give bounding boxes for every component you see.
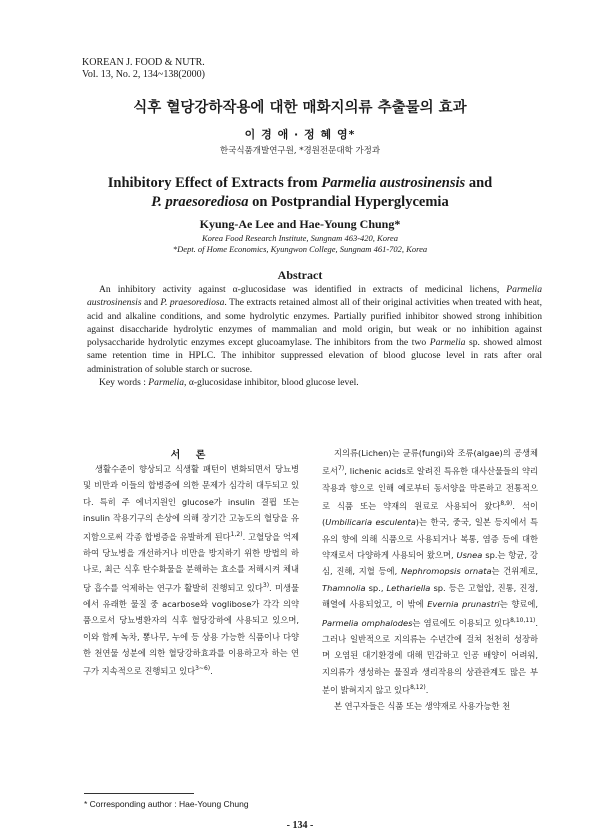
paragraph: 본 연구자들은 식품 또는 생약재로 사용가능한 천: [334, 701, 511, 712]
page-number: - 134 -: [286, 820, 314, 831]
abstract-body: An inhibitory activity against α-glucosidase was identified in extracts of medicinal lichens, Parmelia austrosinensis and P. praesorediosa. The extracts retained almost all of their original activities when treated with heat, acid and alkaline conditions, and some hydrolytic enzymes. Partially purified inhibitor showed strong inhibition against disaccharide hydrolytic enzymes of mammalian and mold origin, but weak or no inhibition against polysaccharide hydrolytic enzymes except glucoamylase. The inhibitors from the two Parmelia sp. showed almost same retention time in HPLC. The inhibitor suppressed elevation of blood glucose level in rats after oral administration of soluble starch or sucrose.: [87, 284, 542, 375]
english-title: [0, 174, 600, 212]
korean-authors: 이 경 애 · 정 혜 영*: [244, 128, 356, 141]
paragraph: 생활수준이 향상되고 식생활 패턴이 변화되면서 당뇨병 및 비만과 이들의 합병증에 의한 문제가 심각히 대두되고 있다. 특히 주 에너지원인 glucose가 insulin 결핍 또는 insulin 작용기구의 손상에 의해 장기간 고농도의 혈당을 유지함으로써 각종 합병증을 유발하게 된다$^{1,2)}$. 고혈당을 억제하여 당뇨병을 개선하거나 비만을 방지하기 위한 방법의 하나로, 최근 식후 탄수화물을 분해하는 효소를 저해시켜 체내 당 흡수를 억제하는 연구가 활발히 진행되고 있다$^{3)}$. 미생물에서 유래한 물질 중 acarbose와 voglibose가 각각 의약품으로서 당뇨병환자의 식후 혈당강하에 사용되고 있으며, 이와 함께 녹차, 뽕나무, 누에 등 상용 가능한 식품이나 다양한 천연물 성분에 의한 혈당강하효과를 이용하고자 하는 연구가 지속적으로 진행되고 있다$^{3\sim 6)}$.: [83, 464, 299, 677]
english-title-line-2: P. praesorediosa on Postprandial Hyperglycemia: [151, 194, 449, 210]
english-authors: Kyung-Ae Lee and Hae-Young Chung*: [199, 217, 401, 231]
keywords: Key words : Parmelia, α-glucosidase inhibitor, blood glucose level.: [99, 377, 359, 388]
paragraph: 지의류(Lichen)는 균류(fungi)와 조류(algae)의 공생체로서$^{7)}$, lichenic acids로 알려진 특유한 대사산물들의 약리작용과 향으로 인해 예로부터 동서양을 막론하고 전통적으로 식품 또는 약재의 원료로 사용되어 왔다$^{8,9)}$. 석이(Umbilicaria esculenta)는 한국, 중국, 일본 등지에서 특유의 향에 의해 식품으로 사용되거나 복통, 염증 등에 대한 약재로서 다양하게 사용되어 왔으며, Usnea sp.는 항균, 강심, 진해, 지혈 등에, Nephromopsis ornata는 건위제로, Thamnolia sp., Lethariella sp. 등은 고혈압, 진통, 진정, 해열에 사용되었고, 이 밖에 Evernia prunastri는 향료에, Parmelia omphalodes는 염료에도 이용되고 있다$^{8,10,11)}$. 그러나 일반적으로 지의류는 수년간에 걸쳐 천천히 성장하며 오염된 대기환경에 대해 민감하고 인공 배양이 어려워, 지의류가 생성하는 물질과 생리작용의 상관관계도 많은 부분이 밝혀지지 않고 있다$^{8,12)}$.: [322, 448, 539, 695]
korean-title: 식후 혈당강하작용에 대한 매화지의류 추출물의 효과: [133, 100, 467, 116]
journal-volume: Vol. 13, No. 2, 134~138(2000): [82, 69, 206, 80]
footnote-divider: [84, 793, 194, 794]
english-affiliation: [0, 233, 600, 255]
affiliation-line-2: *Dept. of Home Economics, Kyungwon College, Sungnam 461-702, Korea: [172, 244, 428, 254]
korean-affiliation: 한국식품개발연구원, *경원전문대학 가정과: [219, 146, 381, 156]
body-column-right: [322, 445, 538, 715]
journal-citation: [82, 57, 205, 81]
english-title-line-1: Inhibitory Effect of Extracts from Parmelia austrosinensis and: [107, 175, 493, 191]
abstract-heading: Abstract: [277, 268, 323, 282]
journal-name: KOREAN J. FOOD & NUTR.: [82, 57, 205, 68]
footnote: * Corresponding author : Hae-Young Chung: [84, 799, 249, 809]
section-heading-introduction: 서 론: [170, 450, 212, 461]
body-column-left: [83, 461, 299, 680]
affiliation-line-1: Korea Food Research Institute, Sungnam 463-420, Korea: [202, 233, 398, 243]
